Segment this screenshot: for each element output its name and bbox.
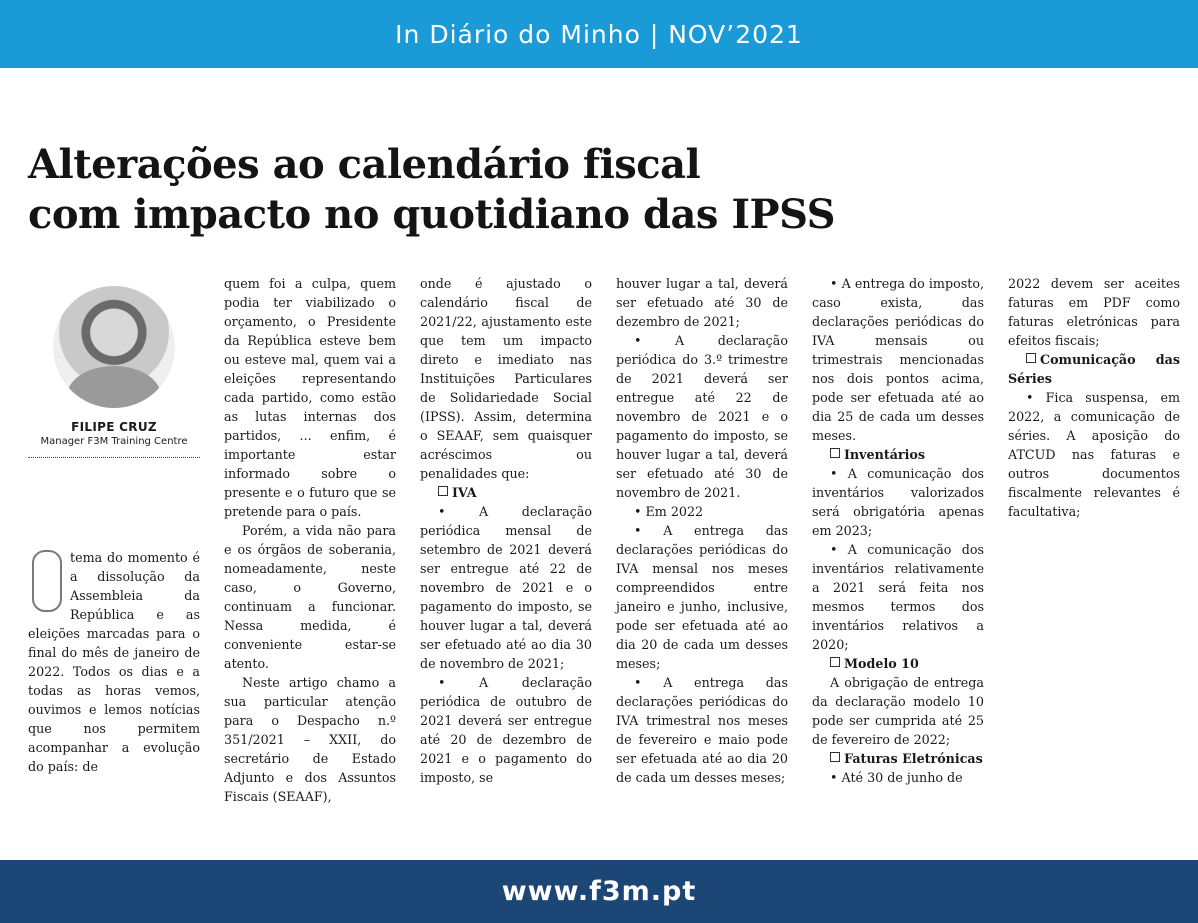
- article-column-2: [224, 274, 396, 806]
- article-column-6: [1008, 274, 1180, 521]
- column-5-paragraph-5: • Até 30 de junho de: [830, 770, 963, 785]
- author-name: FILIPE CRUZ: [71, 420, 157, 434]
- section-iva: IVA: [420, 483, 592, 502]
- column-5-paragraph-3: • A comunicação dos inventários relativamente a 2021 será feita nos mesmos termos dos inventários relativos a 2020;: [812, 542, 984, 652]
- article-title-line-1: Alterações ao calendário fiscal: [28, 141, 701, 188]
- column-4-paragraph-2: • A declaração periódica do 3.º trimestre de 2021 deverá ser entregue até 22 de novembro de 2021 e o pagamento do imposto, se houver lugar a tal, deverá ser efetuado até 30 de novembro de 2021.: [616, 333, 788, 500]
- column-6-paragraph-2: • Fica suspensa, em 2022, a comunicação de séries. A aposição do ATCUD nas faturas e outros documentos fiscalmente relevantes é facultativa;: [1008, 390, 1180, 519]
- author-block: [28, 280, 200, 458]
- checkbox-bullet-icon: [830, 448, 840, 458]
- website-footer: [0, 860, 1198, 923]
- author-divider: [28, 457, 200, 458]
- checkbox-bullet-icon: [1026, 353, 1036, 363]
- author-photo: [53, 286, 175, 408]
- checkbox-bullet-icon: [830, 752, 840, 762]
- column-1-text: tema do momento é a dissolução da Assembleia da República e as eleições marcadas para o final do mês de janeiro de 2022. Todos os dias e a todas as horas vemos, ouvimos e lemos notícias que nos permitem acompanhar a evolução do país: de: [28, 550, 200, 774]
- website-link[interactable]: www.f3m.pt: [501, 876, 697, 907]
- author-role: Manager F3M Training Centre: [40, 436, 188, 447]
- column-3-paragraph-1: onde é ajustado o calendário fiscal de 2021/22, ajustamento este que tem um impacto direto e imediato nas Instituições Particulares de Solidariedade Social (IPSS). Assim, determina o SEAAF, sem quaisquer acréscimos ou penalidades que:: [420, 276, 592, 481]
- checkbox-bullet-icon: [438, 486, 448, 496]
- column-3-paragraph-2: • A declaração periódica mensal de setembro de 2021 deverá ser entregue até 22 de novembro de 2021 e o pagamento do imposto, se houver lugar a tal, deverá ser efetuado até ao dia 30 de novembro de 2021;: [420, 504, 592, 671]
- section-comunicacao-series: Comunicação das Séries: [1008, 352, 1180, 386]
- column-2-paragraph-2: Porém, a vida não para e os órgãos de soberania, nomeadamente, neste caso, o Governo, continuam a funcionar. Nessa medida, é conveniente estar-se atento.: [224, 523, 396, 671]
- column-5-paragraph-2: • A comunicação dos inventários valorizados será obrigatória apenas em 2023;: [812, 466, 984, 538]
- section-modelo-10: Modelo 10: [812, 654, 984, 673]
- column-4-paragraph-5: • A entrega das declarações periódicas do IVA trimestral nos meses de fevereiro e maio pode ser efetuada até ao dia 20 de cada um desses meses;: [616, 675, 788, 785]
- column-2-paragraph-1: quem foi a culpa, quem podia ter viabilizado o orçamento, o Presidente da República esteve bem ou esteve mal, quem vai a eleições representando cada partido, como estão as lutas internas dos partidos, ... enfim, é importante estar informado sobre o presente e o futuro que se pretende para o país.: [224, 276, 396, 519]
- column-4-paragraph-4: • A entrega das declarações periódicas do IVA mensal nos meses compreendidos entre janeiro e junho, inclusive, pode ser efetuada até ao dia 20 de cada um desses meses;: [616, 523, 788, 671]
- article-title: [28, 140, 928, 240]
- column-4-paragraph-1: houver lugar a tal, deverá ser efetuado até 30 de dezembro de 2021;: [616, 276, 788, 329]
- column-4-paragraph-3: • Em 2022: [634, 504, 704, 519]
- article-column-5: [812, 274, 984, 787]
- publication-header: [0, 0, 1198, 68]
- section-faturas-eletronicas: Faturas Eletrónicas: [812, 749, 984, 768]
- column-5-paragraph-1: • A entrega do imposto, caso exista, das declarações periódicas do IVA mensais ou trimestrais mencionadas nos dois pontos acima, pode ser efetuada até ao dia 25 de cada um desses meses.: [812, 276, 984, 443]
- checkbox-bullet-icon: [830, 657, 840, 667]
- column-5-paragraph-4: A obrigação de entrega da declaração modelo 10 pode ser cumprida até 25 de fevereiro de 2022;: [812, 675, 984, 747]
- publication-label: In Diário do Minho | NOV’2021: [395, 19, 803, 49]
- article-title-line-2: com impacto no quotidiano das IPSS: [28, 191, 836, 238]
- section-inventarios: Inventários: [812, 445, 984, 464]
- article-column-1: [28, 548, 200, 776]
- article-column-3: [420, 274, 592, 787]
- drop-cap-o: [32, 550, 62, 612]
- column-2-paragraph-3: Neste artigo chamo a sua particular atenção para o Despacho n.º 351/2021 – XXII, do secretário de Estado Adjunto e dos Assuntos Fiscais (SEAAF),: [224, 675, 396, 804]
- column-3-paragraph-3: • A declaração periódica de outubro de 2021 deverá ser entregue até 20 de dezembro de 2021 e o pagamento do imposto, se: [420, 675, 592, 785]
- column-6-paragraph-1: 2022 devem ser aceites faturas em PDF como faturas eletrónicas para efeitos fiscais;: [1008, 276, 1180, 348]
- article-column-4: [616, 274, 788, 787]
